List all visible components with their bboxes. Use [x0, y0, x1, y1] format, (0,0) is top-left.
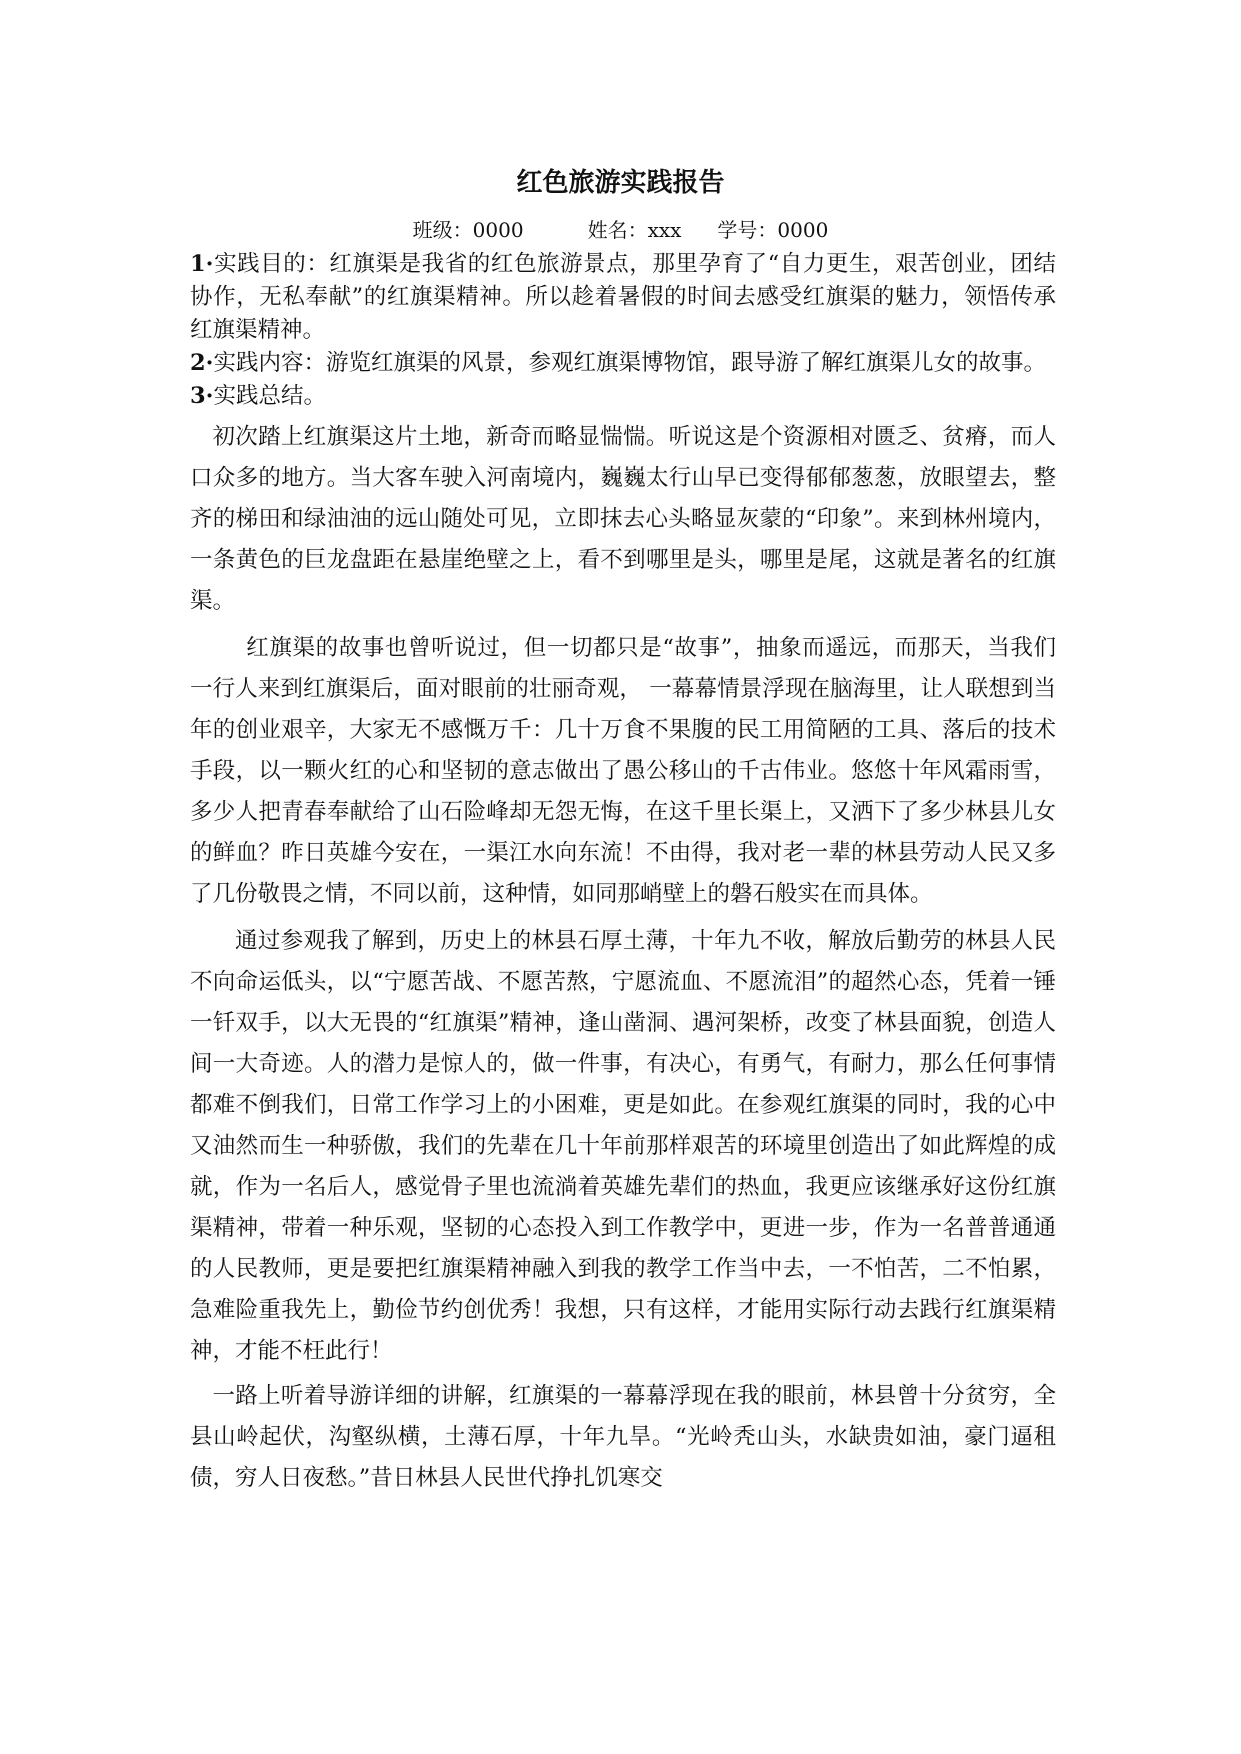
- class-field: 班级：0000: [412, 218, 524, 242]
- item-text: 实践目的：红旗渠是我省的红色旅游景点，那里孕育了“自力更生，艰苦创业，团结协作，无私奉献”的红旗渠精神。所以趁着暑假的时间去感受红旗渠的魅力，领悟传承红旗渠精神。: [190, 251, 1056, 343]
- name-field: 姓名：xxx: [587, 218, 682, 242]
- item-text: 实践内容：游览红旗渠的风景，参观红旗渠博物馆，跟导游了解红旗渠儿女的故事。: [213, 350, 1047, 376]
- list-item: [190, 380, 1056, 413]
- student-id-field: 学号：0000: [717, 218, 829, 242]
- item-number: 3·: [190, 383, 214, 409]
- item-text: 实践总结。: [213, 383, 327, 409]
- student-info: [0, 215, 1241, 245]
- report-body: [190, 248, 1056, 1499]
- paragraph: 初次踏上红旗渠这片土地，新奇而略显惴惴。听说这是个资源相对匮乏、贫瘠，而人口众多的地方。当大客车驶入河南境内，巍巍太行山早已变得郁郁葱葱，放眼望去，整齐的梯田和绿油油的远山随处可见，立即抹去心头略显灰蒙的“印象”。来到林州境内，一条黄色的巨龙盘距在悬崖绝壁之上，看不到哪里是头，哪里是尾，这就是著名的红旗渠。: [190, 424, 1056, 614]
- page-title: 红色旅游实践报告: [516, 168, 725, 198]
- item-number: 2·: [190, 350, 214, 376]
- paragraph: 一路上听着导游详细的讲解，红旗渠的一幕幕浮现在我的眼前，林县曾十分贫穷，全县山岭起伏，沟壑纵横，土薄石厚，十年九旱。“光岭秃山头，水缺贵如油，豪门逼租债，穷人日夜愁。”昔日林县人民世代挣扎饥寒交: [190, 1383, 1056, 1491]
- paragraph: 红旗渠的故事也曾听说过，但一切都只是“故事”，抽象而遥远，而那天，当我们一行人来到红旗渠后，面对眼前的壮丽奇观， 一幕幕情景浮现在脑海里，让人联想到当年的创业艰辛，大家无不感慨万千：几十万食不果腹的民工用简陋的工具、落后的技术手段，以一颗火红的心和坚韧的意志做出了愚公移山的千古伟业。悠悠十年风霜雨雪，多少人把青春奉献给了山石险峰却无怨无悔，在这千里长渠上，又洒下了多少林县儿女的鲜血？昨日英雄今安在，一渠江水向东流！不由得，我对老一辈的林县劳动人民又多了几份敬畏之情，不同以前，这种情，如同那峭壁上的磐石般实在而具体。: [190, 635, 1056, 907]
- item-number: 1·: [190, 251, 214, 277]
- paragraph: 通过参观我了解到，历史上的林县石厚土薄，十年九不收，解放后勤劳的林县人民不向命运低头，以“宁愿苦战、不愿苦熬，宁愿流血、不愿流泪”的超然心态，凭着一锤一钎双手，以大无畏的“红旗渠”精神，逢山凿洞、遇河架桥，改变了林县面貌，创造人间一大奇迹。人的潜力是惊人的，做一件事，有决心，有勇气，有耐力，那么任何事情都难不倒我们，日常工作学习上的小困难，更是如此。在参观红旗渠的同时，我的心中又油然而生一种骄傲，我们的先辈在几十年前那样艰苦的环境里创造出了如此辉煌的成就，作为一名后人，感觉骨子里也流淌着英雄先辈们的热血，我更应该继承好这份红旗渠精神，带着一种乐观，坚韧的心态投入到工作教学中，更进一步，作为一名普普通通的人民教师，更是要把红旗渠精神融入到我的教学工作当中去，一不怕苦，二不怕累，急难险重我先上，勤俭节约创优秀！我想，只有这样，才能用实际行动去践行红旗渠精神，才能不枉此行！: [190, 928, 1056, 1364]
- list-item: [190, 248, 1056, 347]
- list-item: [190, 347, 1056, 380]
